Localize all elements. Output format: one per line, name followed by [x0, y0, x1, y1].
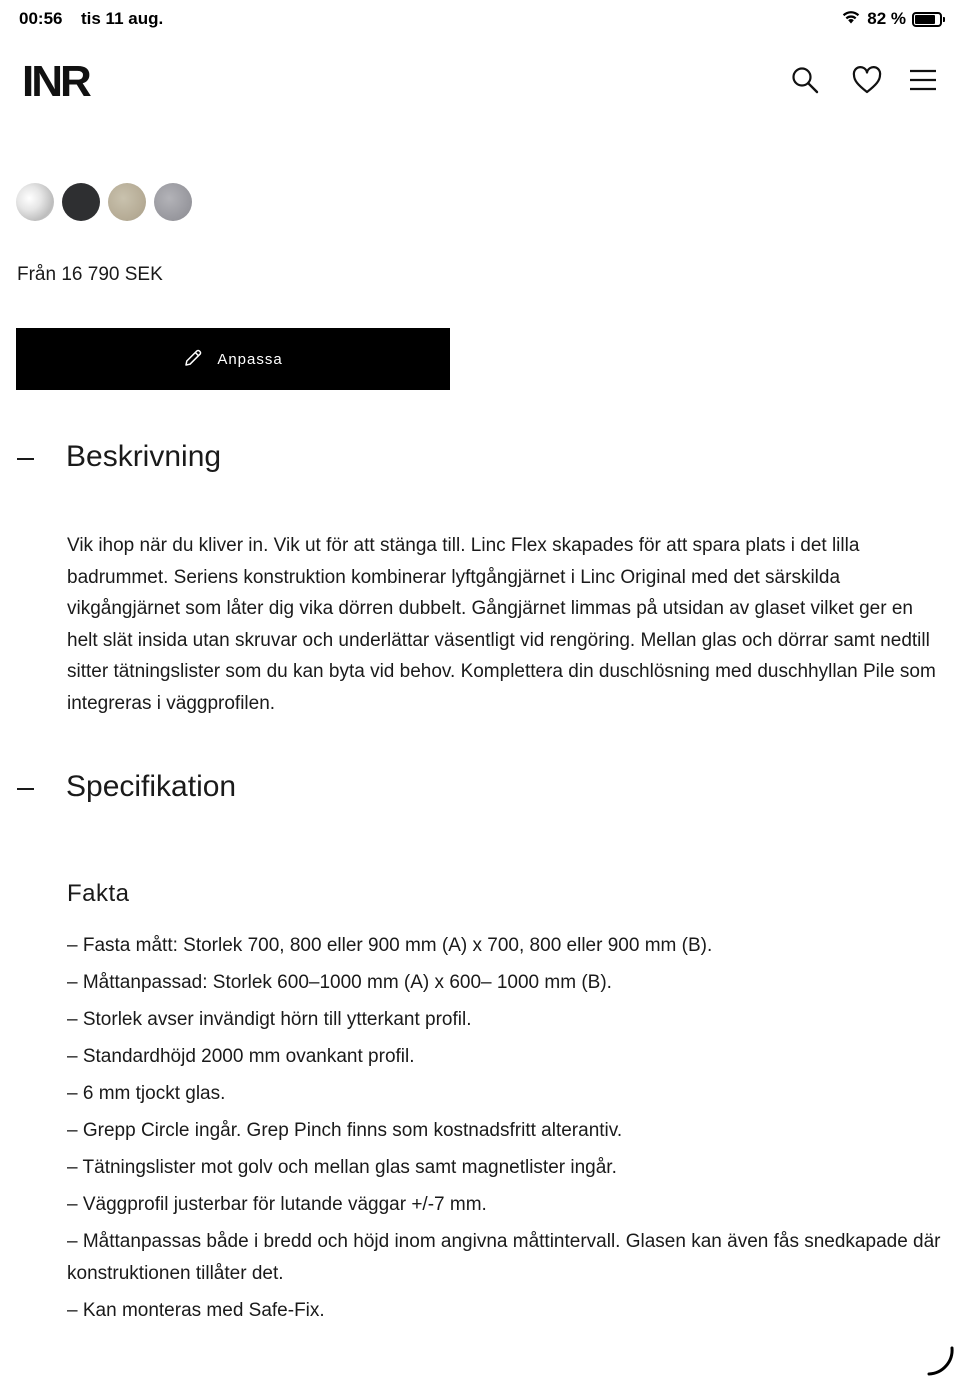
loading-spinner-icon — [926, 1346, 956, 1378]
description-text: Vik ihop när du kliver in. Vik ut för att stänga till. Linc Flex skapades för att spara plats i det lilla badrummet. Seriens konstruktion kombinerar lyftgångjärnet i Linc Original med det särskilda vikgångjärnet som låter dig vika dörren dubbelt. Gångjärnet limmas på utsidan av glaset vilket ger en helt slät insida utan skruvar och underlättar väsentligt vid rengöring. Mellan glas och dörrar samt nedtill sitter tätningslister som du kan byta vid behov. Komplettera din duschlösning med duschhyllan Pile som integreras i väggprofilen. — [67, 535, 936, 714]
swatch-black[interactable] — [62, 183, 100, 221]
wifi-icon — [841, 9, 861, 29]
fact-item: – Standardhöjd 2000 mm ovankant profil. — [67, 1046, 415, 1067]
product-price: Från 16 790 SEK — [17, 264, 163, 285]
fact-item: – 6 mm tjockt glas. — [67, 1083, 226, 1104]
collapse-icon[interactable] — [17, 458, 34, 460]
swatch-brass[interactable] — [108, 183, 146, 221]
site-header — [0, 52, 960, 112]
status-date: tis 11 aug. — [81, 9, 164, 28]
swatch-steel[interactable] — [154, 183, 192, 221]
status-bar — [0, 0, 960, 38]
customize-button[interactable] — [16, 328, 450, 390]
battery-icon — [912, 12, 942, 27]
status-time: 00:56 — [19, 9, 63, 28]
facts-subtitle: Fakta — [67, 880, 130, 907]
fact-item: – Fasta mått: Storlek 700, 800 eller 900 mm (A) x 700, 800 eller 900 mm (B). — [67, 935, 713, 956]
customize-label: Anpassa — [217, 350, 283, 368]
specification-section-header[interactable] — [0, 768, 960, 812]
status-indicators — [841, 9, 942, 29]
finish-swatches — [16, 183, 192, 221]
specification-title: Specifikation — [66, 770, 237, 803]
collapse-icon[interactable] — [17, 788, 34, 790]
battery-percent: 82 % — [867, 9, 906, 28]
pencil-icon — [183, 348, 203, 371]
fact-item: – Måttanpassad: Storlek 600–1000 mm (A) x 600– 1000 mm (B). — [67, 972, 612, 993]
search-icon[interactable] — [789, 64, 821, 96]
fact-item: – Måttanpassas både i bredd och höjd inom angivna måttintervall. Glasen kan även fås snedkapade där konstruktionen tillåter det. — [67, 1231, 941, 1284]
description-section-header[interactable] — [0, 438, 960, 482]
battery-level — [915, 15, 935, 24]
fact-item: – Väggprofil justerbar för lutande väggar +/-7 mm. — [67, 1194, 487, 1215]
fact-item: – Kan monteras med Safe-Fix. — [67, 1299, 325, 1321]
fact-item: – Grepp Circle ingår. Grep Pinch finns som kostnadsfritt alterantiv. — [67, 1120, 623, 1141]
swatch-chrome[interactable] — [16, 183, 54, 221]
facts-list — [67, 930, 942, 1332]
fact-item: – Storlek avser invändigt hörn till ytterkant profil. — [67, 1009, 472, 1030]
description-title: Beskrivning — [66, 440, 222, 473]
fact-item: – Tätningslister mot golv och mellan glas samt magnetlister ingår. — [67, 1157, 617, 1178]
heart-icon[interactable] — [851, 64, 883, 96]
logo[interactable]: INR — [22, 57, 89, 106]
menu-icon[interactable] — [907, 64, 939, 96]
